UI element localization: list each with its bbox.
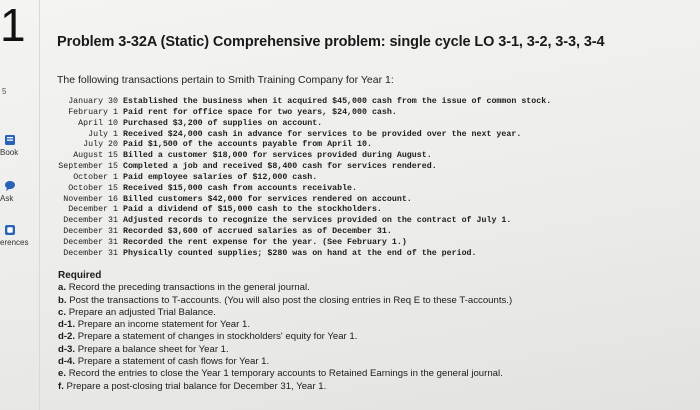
ebook-button[interactable] bbox=[0, 134, 40, 157]
required-item-text: Record the preceding transactions in the general journal. bbox=[68, 282, 310, 294]
transactions-table bbox=[57, 97, 551, 260]
required-item-text: Prepare a statement of cash flows for Year 1. bbox=[77, 356, 270, 368]
transaction-description: Paid employee salaries of $12,000 cash. bbox=[123, 172, 318, 182]
transaction-row bbox=[57, 205, 551, 216]
required-item-key: b. bbox=[58, 294, 67, 306]
transaction-date: October 1 bbox=[73, 172, 118, 182]
transaction-description: Adjusted records to recognize the services provided on the contract of July 1. bbox=[123, 216, 512, 226]
required-item-key: f. bbox=[58, 380, 64, 392]
transaction-date: December 31 bbox=[63, 248, 118, 258]
required-item-text: Prepare an income statement for Year 1. bbox=[77, 319, 250, 331]
transaction-date: August 15 bbox=[73, 151, 118, 161]
transaction-description: Paid a dividend of $15,000 cash to the stockholders. bbox=[123, 205, 382, 215]
transaction-row bbox=[57, 151, 551, 162]
required-item-text: Prepare a balance sheet for Year 1. bbox=[77, 343, 229, 355]
required-item bbox=[58, 331, 512, 343]
required-item-key: e. bbox=[58, 368, 67, 380]
references-icon bbox=[4, 224, 16, 236]
transaction-description: Recorded $3,600 of accrued salaries as of December 31. bbox=[123, 227, 392, 237]
required-item bbox=[58, 282, 512, 294]
ask-button[interactable] bbox=[0, 180, 40, 203]
problem-intro: The following transactions pertain to Smith Training Company for Year 1: bbox=[57, 74, 394, 86]
transaction-description: Paid $1,500 of the accounts payable from April 10. bbox=[123, 140, 372, 150]
ask-label: Ask bbox=[0, 194, 14, 203]
transaction-description: Completed a job and received $8,400 cash for services rendered. bbox=[123, 162, 437, 172]
required-heading: Required bbox=[58, 270, 102, 281]
required-item bbox=[58, 381, 512, 393]
transaction-date: February 1 bbox=[68, 107, 118, 117]
transaction-row bbox=[57, 108, 551, 119]
transaction-description: Established the business when it acquired $45,000 cash from the issue of common stock. bbox=[123, 97, 552, 106]
required-item bbox=[58, 319, 512, 331]
transaction-row bbox=[57, 238, 551, 249]
transaction-description: Physically counted supplies; $280 was on hand at the end of the period. bbox=[123, 248, 477, 258]
transaction-date: December 1 bbox=[68, 205, 118, 215]
required-item bbox=[58, 368, 512, 380]
required-item-key: d-4. bbox=[58, 356, 76, 368]
transaction-row bbox=[57, 227, 551, 238]
left-sidebar bbox=[0, 0, 40, 410]
transaction-row bbox=[57, 216, 551, 227]
transaction-row bbox=[57, 195, 551, 206]
transaction-description: Purchased $3,200 of supplies on account. bbox=[123, 118, 323, 128]
required-item-key: c. bbox=[58, 306, 67, 318]
required-item-text: Prepare a post-closing trial balance for December 31, Year 1. bbox=[66, 380, 327, 392]
references-button[interactable] bbox=[0, 224, 40, 247]
required-item bbox=[58, 307, 512, 319]
transaction-description: Received $15,000 cash from accounts receivable. bbox=[123, 183, 358, 193]
required-item-text: Record the entries to close the Year 1 temporary accounts to Retained Earnings in the general journal. bbox=[68, 368, 503, 380]
transaction-date: December 31 bbox=[63, 227, 118, 237]
transaction-description: Billed a customer $18,000 for services provided during August. bbox=[123, 151, 432, 161]
transaction-date: November 16 bbox=[63, 194, 118, 204]
sidebar-score-label: 5 bbox=[2, 87, 7, 96]
transaction-description: Paid rent for office space for two years, $24,000 cash. bbox=[123, 107, 397, 117]
required-item-key: d-2. bbox=[58, 331, 76, 343]
transaction-row bbox=[57, 97, 551, 108]
required-item-key: d-3. bbox=[58, 343, 76, 355]
transaction-row bbox=[57, 249, 551, 260]
transaction-description: Billed customers $42,000 for services rendered on account. bbox=[123, 194, 412, 204]
chat-bubble-icon bbox=[4, 180, 16, 192]
book-icon bbox=[4, 134, 16, 146]
required-item bbox=[58, 295, 512, 307]
transaction-row bbox=[57, 130, 551, 141]
required-item-key: a. bbox=[58, 282, 67, 294]
transaction-date: October 15 bbox=[68, 183, 118, 193]
question-number: 1 bbox=[0, 0, 26, 51]
required-item-text: Prepare an adjusted Trial Balance. bbox=[68, 306, 216, 318]
problem-title: Problem 3-32A (Static) Comprehensive problem: single cycle LO 3-1, 3-2, 3-3, 3-4 bbox=[57, 34, 605, 50]
transaction-row bbox=[57, 173, 551, 184]
required-section bbox=[58, 270, 512, 393]
transaction-date: July 1 bbox=[88, 129, 118, 139]
transaction-date: April 10 bbox=[78, 118, 118, 128]
required-item-text: Post the transactions to T-accounts. (You will also post the closing entries in Req E to these T-accounts.) bbox=[69, 294, 513, 306]
transaction-date: July 20 bbox=[83, 140, 118, 150]
transaction-row bbox=[57, 162, 551, 173]
required-item bbox=[58, 356, 512, 368]
required-item-key: d-1. bbox=[58, 319, 76, 331]
required-list bbox=[58, 282, 512, 393]
transaction-date: December 31 bbox=[63, 237, 118, 247]
transaction-description: Received $24,000 cash in advance for services to be provided over the next year. bbox=[123, 129, 522, 139]
ebook-label: Book bbox=[0, 148, 19, 157]
required-item-text: Prepare a statement of changes in stockholders' equity for Year 1. bbox=[77, 331, 358, 343]
transaction-row bbox=[57, 140, 551, 151]
transaction-description: Recorded the rent expense for the year. (See February 1.) bbox=[123, 237, 407, 247]
transaction-row bbox=[57, 119, 551, 130]
transaction-date: December 31 bbox=[63, 216, 118, 226]
transaction-row bbox=[57, 184, 551, 195]
transaction-date: September 15 bbox=[58, 162, 118, 172]
references-label: erences bbox=[0, 238, 29, 247]
required-item bbox=[58, 344, 512, 356]
transaction-date: January 30 bbox=[68, 97, 118, 106]
